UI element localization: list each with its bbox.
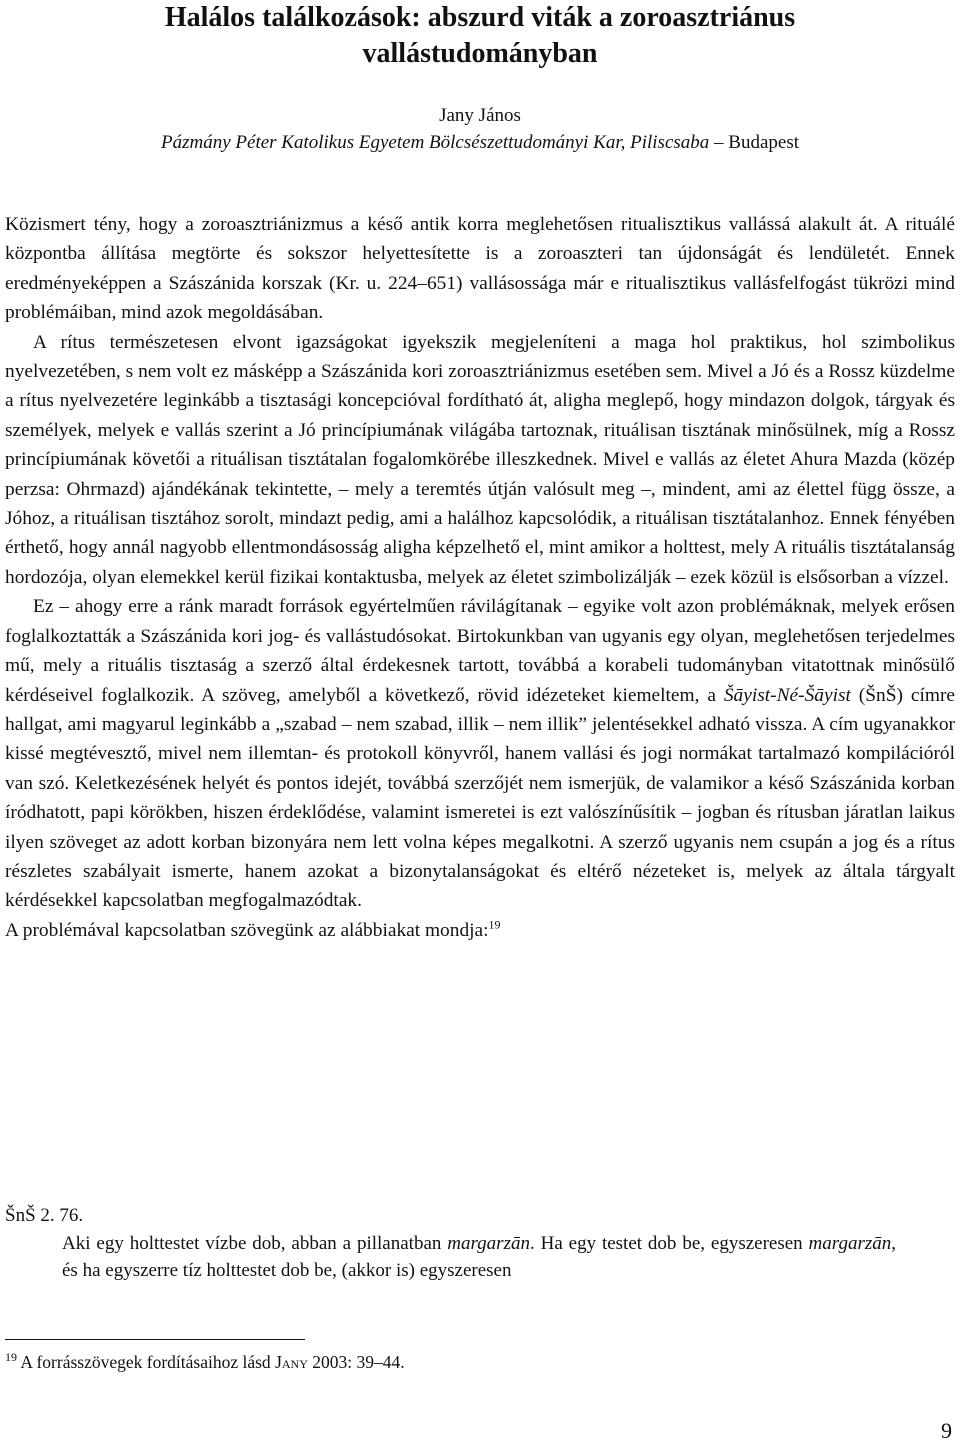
author-affiliation (0, 131, 960, 155)
block-quote (62, 1230, 896, 1284)
affiliation-text: Pázmány Péter Katolikus Egyetem Bölcsészettudományi Kar, Piliscsaba (161, 132, 710, 153)
affiliation-city: – Budapest (714, 132, 799, 153)
article-title (0, 0, 960, 72)
paragraph-1: Közismert tény, hogy a zoroasztriánizmus a késő antik korra meglehetősen ritualisztikus vallássá alakult át. A rituálé központba állítása megtörte és sokszor helyettesítette is a zoroaszteri tan újdonságát és lendületét. Ennek eredményeképpen a Szászánida korszak (Kr. u. 224–651) vallásossága már e ritualisztikus vallásfelfogást tükrözi mind problémáiban, mind azok megoldásában. (5, 214, 955, 324)
article-body (5, 210, 955, 945)
quote-part-a: Aki egy holttestet vízbe dob, abban a pillanatban (62, 1233, 448, 1254)
footnote-marker: 19 (488, 917, 501, 932)
footnote-number: 19 (5, 1350, 17, 1365)
paragraph-3-part-b: (ŠnŠ) címre hallgat, ami magyarul leginkább a „szabad – nem szabad, illik – nem illik” jelentésekkel adható vissza. A cím ugyanakkor kissé megtévesztő, mivel nem illemtan- és protokoll könyvről, hanem vallási és jogi normákat tartalmazó kompilációról van szó. Keletkezésének helyét és pontos idejét, továbbá szerzőjét nem ismerjük, de valamikor a késő Szászánida korban íródhatott, papi körökben, hiszen érdeklődése, valamint ismeretei is ezt valószínűsítik – jogban és rítusban járatlan laikus ilyen szöveget az adott korban bizonyára nem lett volna képes megalkotni. A szerző ugyanis nem csupán a jog és a rítus részletes szabályait ismerte, hanem azokat a bizonytalanságokat és eltérő nézeteket is, melyek az általa tárgyalt kérdésekkel kapcsolatban megfogalmazódtak. (5, 684, 956, 912)
title-line-2: vallástudományban (362, 38, 598, 69)
footnote (5, 1350, 405, 1374)
author-name: Jany János (439, 105, 521, 126)
title-line-1: Halálos találkozások: abszurd viták a zoroasztriánus (164, 2, 796, 33)
quote-term-1: margarzān (447, 1233, 530, 1254)
paragraph-3-part-a: Ez – ahogy erre a ránk maradt források egyértelműen rávilágítanak – egyike volt azon problémáknak, melyek erősen foglalkoztatták a Szászánida kori jog- és vallástudósokat. Birtokunkban van ugyanis egy olyan, meglehetősen terjedelmes mű, mely a rituális tisztaság a szerző által érdekesnek tartott, továbbá a korabeli tudományban vitatottnak minősülő kérdéseivel foglalkozik. A szöveg, amelyből a következő, rövid idézeteket kiemeltem, a (5, 596, 955, 706)
footnote-text-b: 2003: 39–44. (307, 1352, 405, 1372)
footnote-divider (5, 1339, 305, 1340)
paragraph-3-title: Šāyist-Né-Šāyist (723, 684, 851, 706)
paragraph-2: A rítus természetesen elvont igazságokat igyekszik megjeleníteni a maga hol praktikus, hol szimbolikus nyelvezetében, s nem volt ez másképp a Szászánida kori zoroasztriánizmus esetében sem. Mivel a Jó és a Rossz küzdelme a rítus nyelvezetére leginkább a tisztasági koncepcióval fordítható át, aligha meglepő, hogy mindazon dolgok, tárgyak és személyek, melyek e vallás szerint a Jó princípiumának világába tartoznak, rituálisan tisztának minősülnek, míg a Rossz princípiumának követői a rituálisan tisztátalan fogalomkörébe illeszkednek. Mivel e vallás az életet Ahura Mazda (közép perzsa: Ohrmazd) ajándékának tekintette, – mely a teremtés útján valósult meg –, mindent, ami az élettel függ össze, a Jóhoz, a rituálisan tisztához sorolt, mindazt pedig, ami a halálhoz kapcsolódik, a rituálisan tisztátalanhoz. Ennek fényében érthető, hogy annál nagyobb ellentmondásosság aligha képzelhető el, mint amikor a holttest, mely A rituális tisztátalanság hordozója, olyan elemekkel kerül fizikai kontaktusba, melyek az életet szimbolizálják – ezek közül is elsősorban a vízzel. (5, 331, 955, 588)
footnote-author: Jany (275, 1352, 308, 1372)
page-number: 9 (941, 1418, 952, 1443)
quote-part-c: , és ha egyszerre tíz holttestet dob be, (akkor is) egyszeresen (62, 1233, 896, 1281)
paragraph-4 (5, 916, 955, 945)
source-reference: ŠnŠ 2. 76. (5, 1205, 84, 1226)
quote-term-2: margarzān (808, 1233, 892, 1254)
quote-part-b: . Ha egy testet dob be, egyszeresen (529, 1233, 809, 1254)
paragraph-4-text: A problémával kapcsolatban szövegünk az alábbiakat mondja: (5, 919, 489, 941)
paragraph-3 (5, 592, 955, 915)
footnote-text-a: A forrásszövegek fordításaihoz lásd (17, 1352, 276, 1372)
